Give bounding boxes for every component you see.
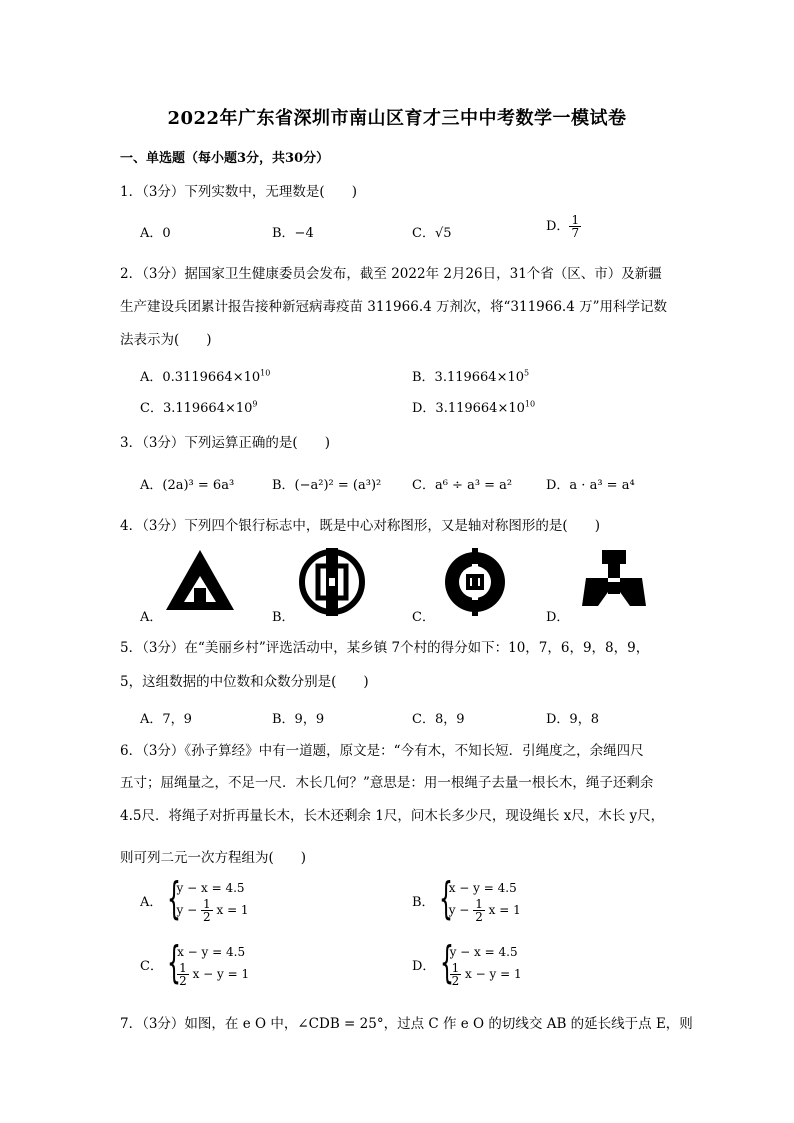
question-6-line-4: 则可列二元一次方程组为( ) [120,850,307,866]
question-6-line-1: 6．（3分）《孙子算经》中有一道题，原文是：“今有木，不知长短．引绳度之，余绳四尺 [120,743,644,759]
page-title: 2022年广东省深圳市南山区育才三中中考数学一模试卷 [167,108,627,129]
question-3-stem: 3．（3分）下列运算正确的是( ) [120,435,330,451]
question-5-line-2: 5，这组数据的中位数和众数分别是( ) [120,674,369,690]
question-5-line-1: 5．（3分）在“美丽乡村”评选活动中，某乡镇 7个村的得分如下：10，7，6，9，8，9， [120,640,650,656]
q4-option-a: A． [140,610,163,625]
q6-option-c: C． { x − y = 4.5 $\frac{1}{2}$ x − y = 1 [140,937,250,988]
q5-option-c: C．8，9 [412,712,465,727]
q3-option-a: A．(2a)³ = 6a³ [140,478,235,493]
q1-option-d: D． $\frac{1}{7}$ [546,213,580,240]
q3-option-c: C．a⁶ ÷ a³ = a² [412,478,513,493]
q2-option-a: A．$0.3119664\times 10^{10}$ [140,368,271,385]
section-heading: 一、单选题（每小题3分，共30分） [120,151,330,166]
question-2-line-3: 法表示为( ) [120,332,212,348]
question-6-line-3: 4.5尺．将绳子对折再量长木，长木还剩余 1尺，问木长多少尺，现设绳长 x尺，木长 y尺， [120,808,665,824]
q4-option-b: B． [272,610,295,625]
q3-option-d: D．a · a³ = a⁴ [546,478,635,493]
q1-option-c: C．√5 [412,226,452,241]
question-1-stem: 1．（3分）下列实数中，无理数是( ) [120,184,357,200]
bank-logo-c [442,548,508,616]
q2-option-d: D．$3.119664\times 10^{10}$ [412,399,536,416]
q4-option-c: C． [412,610,435,625]
bank-logo-d [578,548,650,612]
q4-option-d: D． [546,610,570,625]
q6-option-b: B． { x − y = 4.5 y − $\frac{1}{2}$ x = 1 [412,873,521,924]
bank-logo-a [164,548,236,614]
question-2-line-1: 2．（3分）据国家卫生健康委员会发布，截至 2022年 2月26日，31个省（区、市）及新疆 [120,266,662,282]
q6-option-a: A． { y − x = 4.5 y − $\frac{1}{2}$ x = 1 [140,873,249,924]
question-4-stem: 4．（3分）下列四个银行标志中，既是中心对称图形，又是轴对称图形的是( ) [120,518,600,534]
q5-option-b: B．9，9 [272,712,325,727]
q5-option-a: A．7，9 [140,712,192,727]
q2-option-b: B．$3.119664\times 10^5$ [412,368,530,385]
q1-option-a: A．0 [140,226,171,241]
q6-option-d: D． { y − x = 4.5 $\frac{1}{2}$ x − y = 1 [412,937,522,988]
question-6-line-2: 五寸；屈绳量之，不足一尺．木长几何？”意思是：用一根绳子去量一根长木，绳子还剩余 [120,775,654,791]
bank-logo-b [298,548,366,616]
q3-option-b: B．(−a²)² = (a³)² [272,478,382,493]
question-7-line-1: 7．（3分）如图，在 e O 中，∠CDB = 25°，过点 C 作 e O 的切线交 AB 的延长线于点 E，则 [120,1016,693,1032]
q1-option-b: B．−4 [272,226,314,241]
q2-option-c: C．$3.119664\times 10^9$ [140,399,258,416]
q5-option-d: D．9，8 [546,712,599,727]
question-2-line-2: 生产建设兵团累计报告接种新冠病毒疫苗 311966.4 万剂次，将“311966.4 万”用科学记数 [120,299,668,315]
